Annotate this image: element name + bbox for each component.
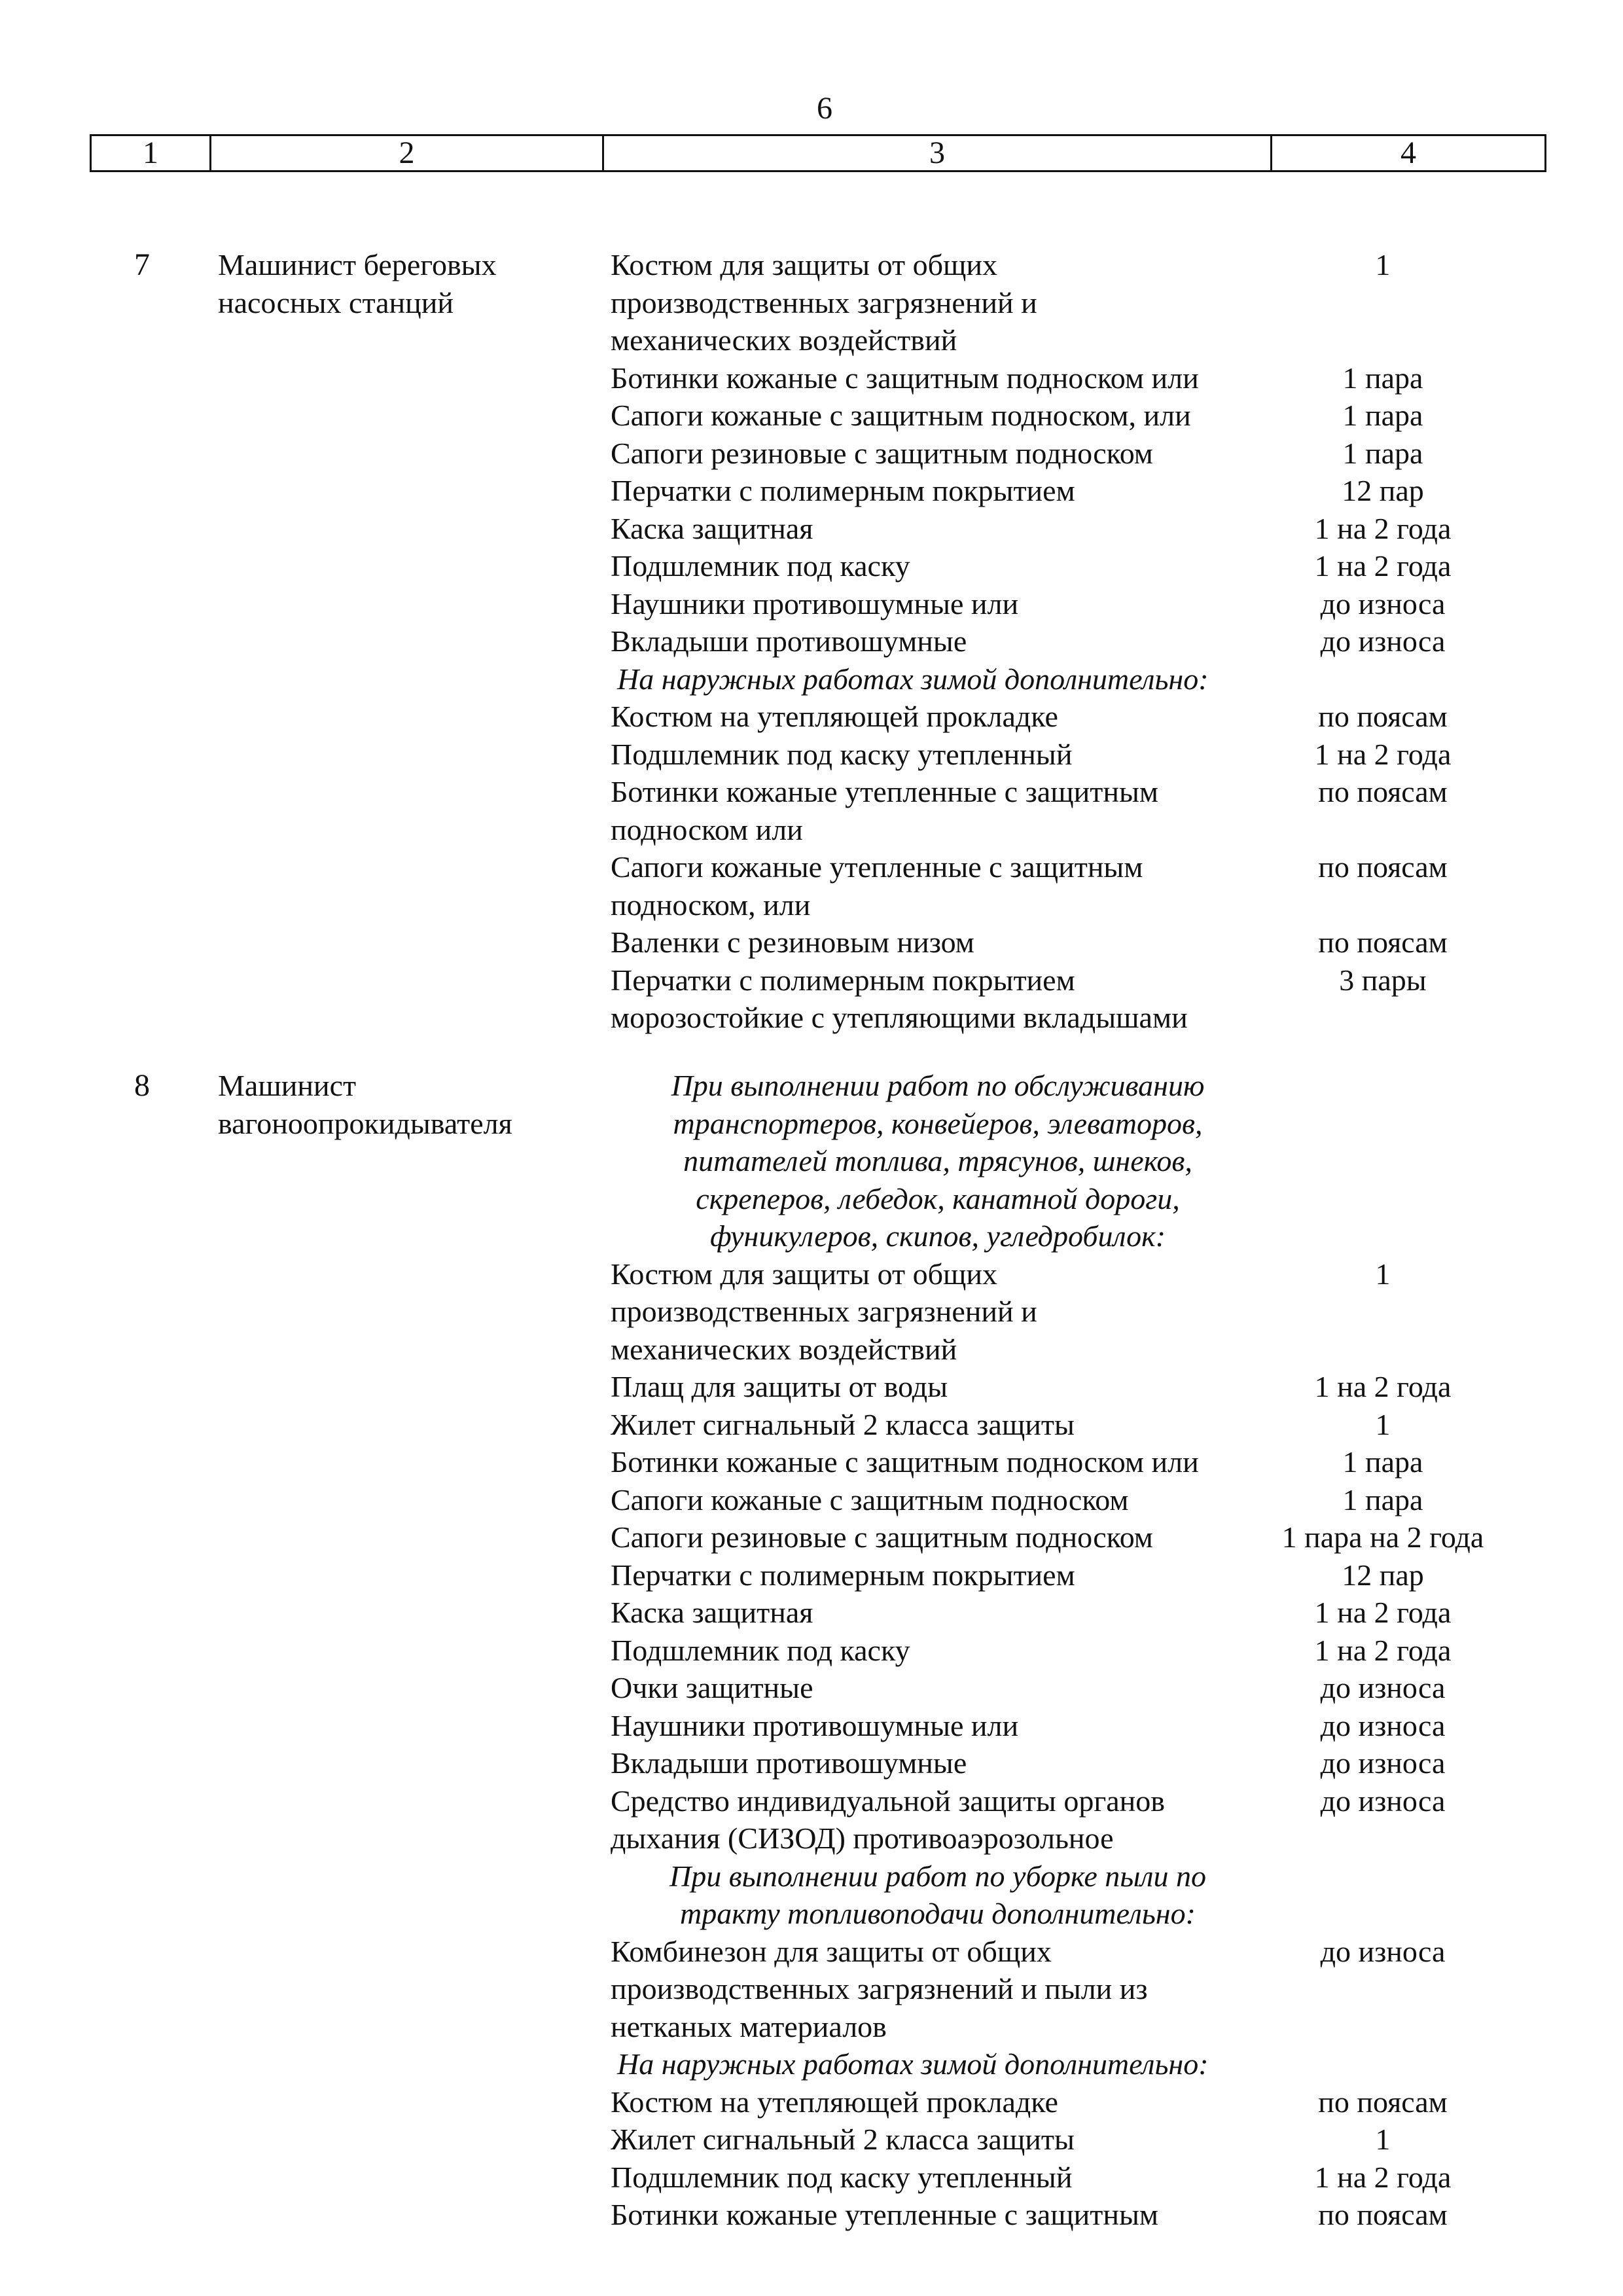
entry-number: 8	[134, 1068, 150, 1103]
item-quantity: по поясам	[1318, 775, 1448, 808]
item-quantity: 1 на 2 года	[1314, 1633, 1452, 1667]
item-name: Комбинезон для защиты от общих производственных загрязнений и пыли из нетканых материалов	[611, 1934, 1148, 2043]
item-name: Сапоги кожаные утепленные с защитным подноском, или	[611, 850, 1143, 922]
profession-name	[218, 1067, 584, 1142]
item-name: Средство индивидуальной защиты органов дыхания (СИЗОД) противоаэрозольное	[611, 1784, 1165, 1855]
item-quantity: 1 на 2 года	[1314, 737, 1452, 771]
item-quantity: по поясам	[1318, 925, 1448, 959]
item-quantity: 3 пары	[1339, 963, 1427, 997]
section-note-text: На наружных работах зимой дополнительно:	[617, 662, 1209, 696]
item-quantity	[1265, 660, 1501, 698]
item-row	[611, 1443, 1540, 1481]
item-row	[611, 246, 1540, 359]
item-row	[611, 961, 1540, 1037]
column-header-3: 3	[604, 136, 1272, 170]
item-name: Наушники противошумные или	[611, 1708, 1019, 1742]
item-quantity	[1265, 1857, 1501, 1933]
item-quantity: 1 пара на 2 года	[1281, 1520, 1484, 1554]
item-row	[611, 2083, 1540, 2121]
item-name: Сапоги резиновые с защитным подноском	[611, 436, 1153, 470]
item-row	[611, 1406, 1540, 1444]
item-name: Вкладыши противошумные	[611, 624, 967, 658]
item-name: Ботинки кожаные с защитным подноском или	[611, 1445, 1199, 1479]
item-name: Подшлемник под каску утепленный	[611, 737, 1073, 771]
profession-line: вагоноопрокидывателя	[218, 1106, 512, 1140]
item-quantity: 12 пар	[1342, 1558, 1424, 1592]
item-name: Плащ для защиты от воды	[611, 1370, 948, 1403]
item-row	[611, 472, 1540, 510]
item-name: Перчатки с полимерным покрытием морозостойкие с утепляющими вкладышами	[611, 963, 1188, 1034]
item-row	[611, 736, 1540, 774]
column-header-1: 1	[92, 136, 211, 170]
item-name: Костюм на утепляющей прокладке	[611, 2085, 1058, 2119]
item-quantity: до износа	[1320, 1671, 1446, 1704]
item-quantity: по поясам	[1318, 850, 1448, 884]
section-note-text: При выполнении работ по обслуживанию транспортеров, конвейеров, элеваторов, питателей топлива, трясунов, шнеков, скреперов, лебедок, канатной дороги, фуникулеров, скипов, угледробилок:	[671, 1069, 1205, 1253]
item-row	[611, 397, 1540, 435]
section-note-text: На наружных работах зимой дополнительно:	[617, 2047, 1209, 2081]
item-quantity: 1	[1375, 248, 1391, 281]
item-row	[611, 1707, 1540, 1745]
page-number: 6	[817, 91, 832, 126]
item-quantity: 1 на 2 года	[1314, 2160, 1452, 2194]
item-quantity: до износа	[1320, 586, 1446, 620]
item-name: Сапоги кожаные с защитным подноском, или	[611, 399, 1191, 432]
item-quantity: до износа	[1320, 1708, 1446, 1742]
item-name: Ботинки кожаные утепленные с защитным	[611, 2198, 1158, 2231]
item-quantity: 1 пара	[1342, 399, 1423, 432]
item-quantity: 1 на 2 года	[1314, 511, 1452, 545]
item-quantity: до износа	[1320, 1934, 1446, 1968]
column-header-row	[90, 134, 1546, 172]
item-quantity	[1265, 1067, 1501, 1255]
section-note	[611, 1857, 1540, 1933]
item-name: Костюм для защиты от общих производственных загрязнений и механических воздействий	[611, 1257, 1037, 1366]
item-list	[611, 246, 1540, 1037]
item-row	[611, 1255, 1540, 1369]
item-row	[611, 435, 1540, 473]
item-row	[611, 1556, 1540, 1594]
item-row	[611, 924, 1540, 961]
item-row	[611, 773, 1540, 848]
item-quantity: до износа	[1320, 624, 1446, 658]
item-name: Сапоги кожаные с защитным подноском	[611, 1482, 1129, 1516]
item-quantity: 12 пар	[1342, 474, 1424, 507]
item-quantity: 1 пара	[1342, 1482, 1423, 1516]
item-quantity: 1 на 2 года	[1314, 549, 1452, 583]
item-row	[611, 359, 1540, 397]
item-quantity: 1 на 2 года	[1314, 1370, 1452, 1403]
item-row	[611, 1669, 1540, 1707]
item-quantity: до износа	[1320, 1746, 1446, 1780]
column-header-2: 2	[211, 136, 604, 170]
item-quantity: 1 пара	[1342, 361, 1423, 395]
item-row	[611, 2121, 1540, 2159]
item-row	[611, 1933, 1540, 2046]
item-row	[611, 1594, 1540, 1632]
item-name: Валенки с резиновым низом	[611, 925, 974, 959]
item-name: Сапоги резиновые с защитным подноском	[611, 1520, 1153, 1554]
item-name: Каска защитная	[611, 511, 813, 545]
profession-line: Машинист	[218, 1069, 357, 1102]
item-name: Жилет сигнальный 2 класса защиты	[611, 1407, 1075, 1441]
item-quantity: по поясам	[1318, 2085, 1448, 2119]
item-list	[611, 1067, 1540, 2234]
item-row	[611, 510, 1540, 548]
item-name: Ботинки кожаные утепленные с защитным подноском или	[611, 775, 1158, 846]
section-note	[611, 1067, 1540, 1255]
section-note	[611, 2045, 1540, 2083]
item-quantity: 1 на 2 года	[1314, 1596, 1452, 1629]
item-quantity: 1 пара	[1342, 436, 1423, 470]
item-name: Перчатки с полимерным покрытием	[611, 1558, 1075, 1592]
item-name: Подшлемник под каску	[611, 1633, 910, 1667]
item-name: Каска защитная	[611, 1596, 813, 1629]
item-row	[611, 547, 1540, 585]
profession-name	[218, 246, 584, 321]
item-row	[611, 2159, 1540, 2197]
item-quantity: по поясам	[1318, 2198, 1448, 2231]
item-quantity: до износа	[1320, 1784, 1446, 1818]
profession-line: Машинист береговых	[218, 248, 497, 281]
item-row	[611, 1782, 1540, 1857]
item-name: Костюм на утепляющей прокладке	[611, 700, 1058, 733]
item-row	[611, 1481, 1540, 1519]
item-name: Подшлемник под каску утепленный	[611, 2160, 1073, 2194]
item-row	[611, 585, 1540, 623]
entry-number: 7	[134, 247, 150, 282]
item-name: Очки защитные	[611, 1671, 813, 1704]
section-note-text: При выполнении работ по уборке пыли по тракту топливоподачи дополнительно:	[669, 1859, 1206, 1930]
item-name: Костюм для защиты от общих производственных загрязнений и механических воздействий	[611, 248, 1037, 357]
item-quantity: по поясам	[1318, 700, 1448, 733]
item-name: Наушники противошумные или	[611, 586, 1019, 620]
column-header-4: 4	[1400, 135, 1416, 170]
item-row	[611, 2196, 1540, 2234]
item-quantity: 1	[1375, 1257, 1391, 1291]
item-quantity: 1 пара	[1342, 1445, 1423, 1479]
item-row	[611, 1518, 1540, 1556]
item-name: Ботинки кожаные с защитным подноском или	[611, 361, 1199, 395]
item-name: Перчатки с полимерным покрытием	[611, 474, 1075, 507]
item-name: Жилет сигнальный 2 класса защиты	[611, 2123, 1075, 2156]
item-quantity: 1	[1375, 2123, 1391, 2156]
item-row	[611, 1368, 1540, 1406]
item-row	[611, 848, 1540, 924]
item-quantity: 1	[1375, 1407, 1391, 1441]
section-note	[611, 660, 1540, 698]
item-name: Вкладыши противошумные	[611, 1746, 967, 1780]
item-row	[611, 1632, 1540, 1670]
item-row	[611, 622, 1540, 660]
item-name: Подшлемник под каску	[611, 549, 910, 583]
item-row	[611, 1744, 1540, 1782]
item-row	[611, 698, 1540, 736]
item-quantity	[1265, 2045, 1501, 2083]
profession-line: насосных станций	[218, 285, 454, 319]
